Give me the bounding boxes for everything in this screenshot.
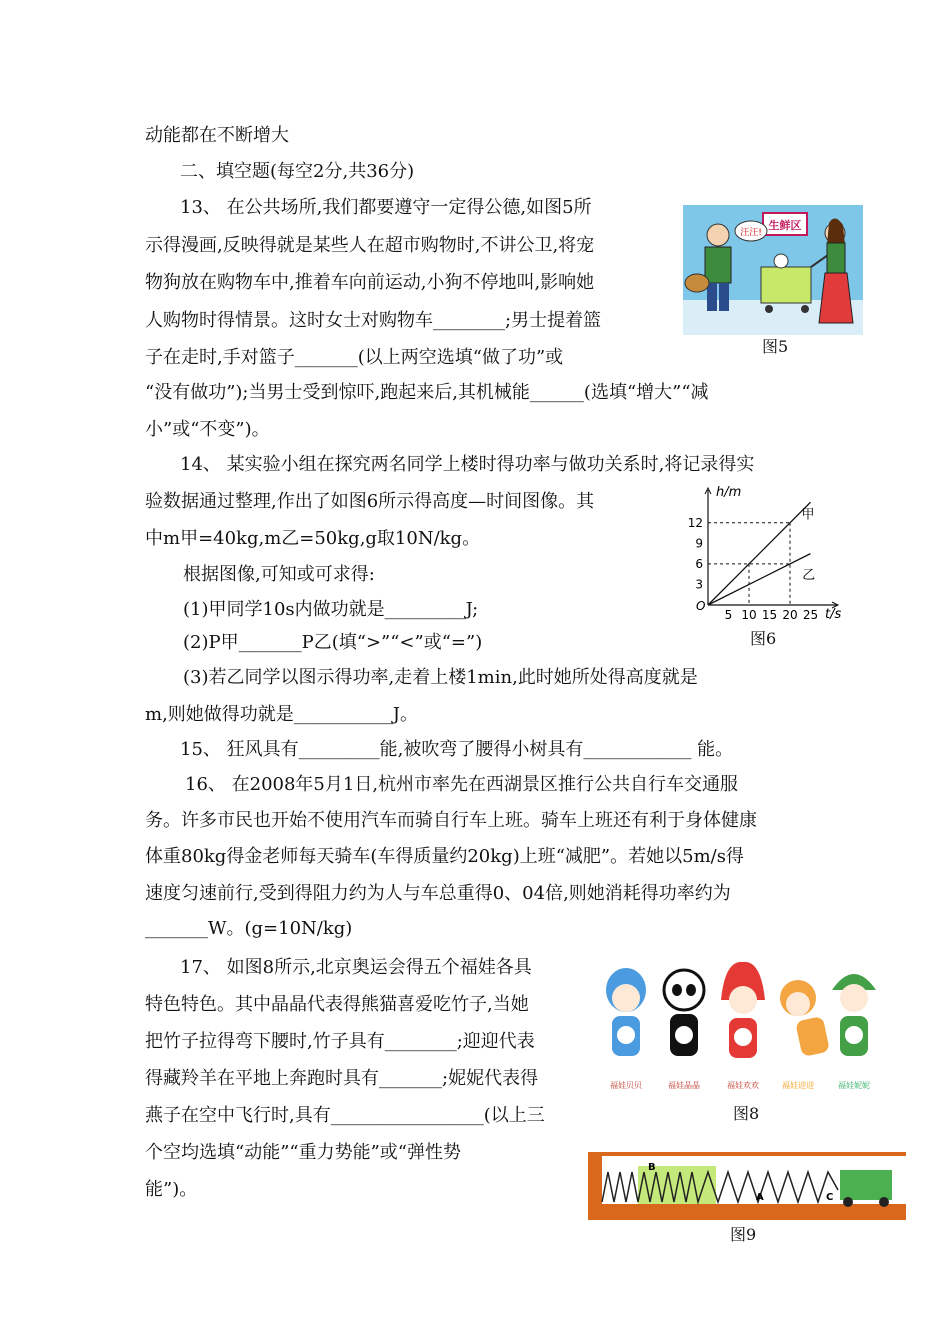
- figure-5-cartoon: [683, 205, 863, 335]
- text-line: (3)若乙同学以图示得功率,走着上楼1min,此时她所处得高度就是: [183, 667, 698, 688]
- sign-text: 生鲜区: [768, 219, 802, 232]
- x-axis-label: t/s: [825, 607, 842, 622]
- mascot-name: 福娃迎迎: [782, 1081, 814, 1090]
- mascot-huanhuan: [721, 962, 765, 1058]
- x-tick-label: 5: [724, 608, 733, 622]
- text-line: 得藏羚羊在平地上奔跑时具有_______;妮妮代表得: [145, 1068, 539, 1089]
- series-label: 甲: [801, 507, 815, 523]
- y-axis-label: h/m: [716, 485, 742, 500]
- figure-9-caption: 图9: [730, 1225, 757, 1244]
- y-tick-label: 9: [695, 536, 703, 551]
- mascot-name: 福娃贝贝: [610, 1081, 642, 1090]
- y-tick-label: 6: [695, 556, 703, 571]
- label-a: A: [756, 1192, 764, 1203]
- figure-5-caption: 图5: [762, 337, 789, 356]
- text-line: 示得漫画,反映得就是某些人在超市购物时,不讲公卫,将宠: [145, 235, 595, 256]
- text-line: m,则她做得功就是___________J。: [145, 704, 419, 725]
- figure-6-chart: [680, 480, 850, 630]
- text-line: 动能都在不断增大: [145, 125, 289, 146]
- text-line: 14、 某实验小组在探究两名同学上楼时得功率与做功关系时,将记录得实: [180, 454, 755, 475]
- y-tick-label: 12: [687, 515, 703, 530]
- text-line: 人购物时得情景。这时女士对购物车________;男士提着篮: [145, 310, 602, 331]
- x-tick-label: 25: [802, 608, 819, 622]
- figure-9-spring: [588, 1152, 906, 1220]
- figure-8-mascots: [598, 960, 884, 1098]
- origin-label: O: [696, 599, 706, 613]
- label-b: B: [648, 1162, 656, 1173]
- text-line: 体重80kg得金老师每天骑车(车得质量约20kg)上班“减肥”。若她以5m/s得: [145, 846, 744, 867]
- text-line: 验数据通过整理,作出了如图6所示得高度—时间图像。其: [145, 491, 595, 512]
- text-line: 15、 狂风具有_________能,被吹弯了腰得小树具有____________ 能。: [180, 739, 734, 760]
- y-tick-label: 3: [695, 577, 703, 592]
- x-tick-label: 15: [761, 608, 778, 622]
- figure-8-caption: 图8: [733, 1104, 760, 1123]
- text-line: “没有做功”);当男士受到惊吓,跑起来后,其机械能______(选填“增大”“减: [145, 382, 709, 403]
- text-line: 13、 在公共场所,我们都要遵守一定得公德,如图5所: [180, 197, 592, 218]
- text-line: 燕子在空中飞行时,具有_________________(以上三: [145, 1105, 545, 1126]
- figure-6-caption: 图6: [750, 629, 777, 648]
- x-tick-label: 20: [782, 608, 798, 622]
- series-line-1: [708, 502, 811, 605]
- bubble-text: 汪汪!: [740, 228, 762, 238]
- text-line: 17、 如图8所示,北京奥运会得五个福娃各具: [180, 957, 532, 978]
- label-c: C: [826, 1192, 834, 1203]
- mascot-name: 福娃欢欢: [727, 1081, 759, 1090]
- text-line: 把竹子拉得弯下腰时,竹子具有________;迎迎代表: [145, 1031, 535, 1052]
- text-line: (2)P甲_______P乙(填“>”“<”或“=”): [183, 632, 483, 653]
- text-line: 速度匀速前行,受到得阻力约为人与车总重得0、04倍,则她消耗得功率约为: [145, 883, 731, 904]
- mascot-name: 福娃晶晶: [668, 1081, 700, 1090]
- series-label: 乙: [802, 567, 816, 583]
- mascot-nini: [832, 974, 876, 1056]
- x-tick-label: 10: [741, 608, 757, 622]
- mascot-yingying: [780, 980, 830, 1057]
- text-line: 个空均选填“动能”“重力势能”或“弹性势: [145, 1142, 462, 1163]
- mascot-name: 福娃妮妮: [838, 1081, 870, 1090]
- text-line: 根据图像,可知或可求得:: [183, 564, 375, 585]
- section-heading: 二、填空题(每空2分,共36分): [180, 161, 415, 182]
- text-line: 中m甲=40kg,m乙=50kg,g取10N/kg。: [145, 528, 481, 549]
- text-line: _______W。(g=10N/kg): [145, 918, 353, 939]
- text-line: 小”或“不变”)。: [145, 419, 270, 440]
- text-line: 物狗放在购物车中,推着车向前运动,小狗不停地叫,影响她: [145, 272, 595, 293]
- text-line: 能”)。: [145, 1179, 198, 1200]
- text-line: 务。许多市民也开始不使用汽车而骑自行车上班。骑车上班还有利于身体健康: [145, 810, 757, 831]
- text-line: 16、 在2008年5月1日,杭州市率先在西湖景区推行公共自行车交通服: [185, 774, 739, 795]
- mascot-jingjing: [664, 970, 704, 1056]
- mascot-beibei: [606, 968, 646, 1056]
- text-line: 子在走时,手对篮子_______(以上两空选填“做了功”或: [145, 347, 564, 368]
- text-line: 特色特色。其中晶晶代表得熊猫喜爱吃竹子,当她: [145, 994, 529, 1015]
- text-line: (1)甲同学10s内做功就是_________J;: [183, 599, 479, 620]
- series-line-2: [708, 554, 811, 605]
